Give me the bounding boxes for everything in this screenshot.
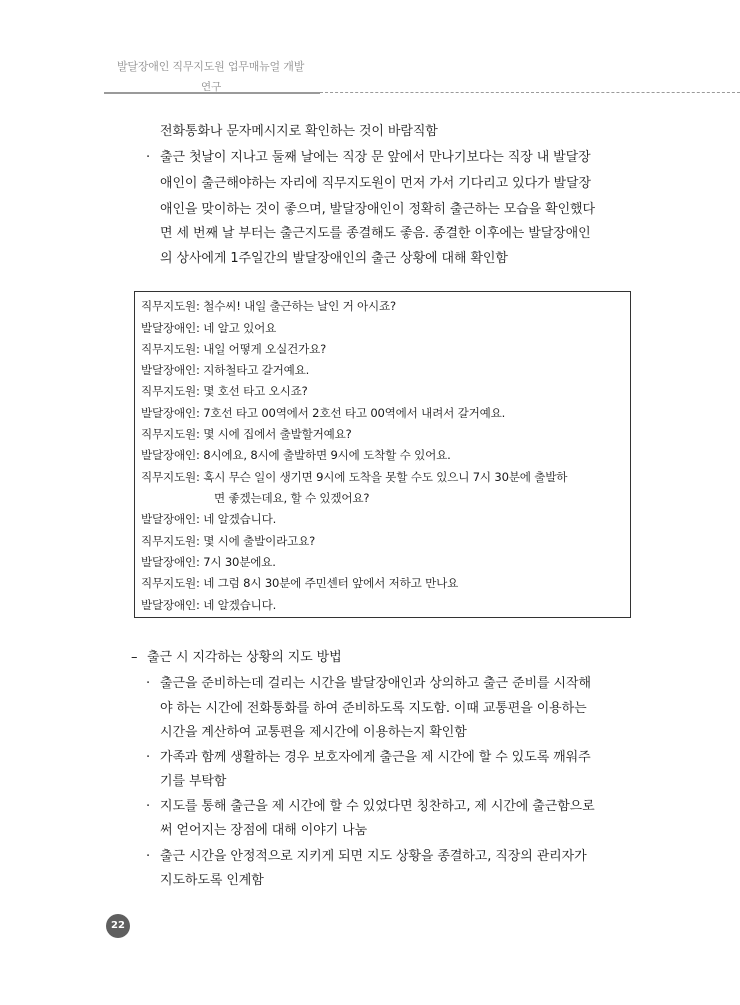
dialogue-line: 직무지도원: 몇 호선 타고 오시죠? [141,384,308,398]
dialogue-line: 발달장애인: 7호선 타고 00역에서 2호선 타고 00역에서 내려서 갈거예요. [141,406,506,420]
paragraph-line: 써 얻어지는 장점에 대해 이야기 나눔 [160,823,368,838]
header-rule-dashed [320,92,740,93]
dialogue-line: 발달장애인: 지하철타고 갈거예요. [141,363,310,377]
dialogue-line: 직무지도원: 혹시 무슨 일이 생기면 9시에 도착을 못할 수도 있으니 7시 30분에 출발하 [141,470,568,484]
paragraph-line: 지도하도록 인계함 [160,873,264,888]
dialogue-line: 직무지도원: 내일 어떻게 오실건가요? [141,342,327,356]
dialogue-line: 직무지도원: 철수씨! 내일 출근하는 날인 거 아시죠? [141,299,397,313]
dialogue-line: 발달장애인: 네 알고 있어요 [141,321,277,335]
paragraph-line: 출근 첫날이 지나고 둘째 날에는 직장 문 앞에서 만나기보다는 직장 내 발달장 [160,150,591,165]
running-header-title: 발달장애인 직무지도원 업무매뉴얼 개발 [117,60,305,73]
section-heading: 출근 시 지각하는 상황의 지도 방법 [147,650,342,665]
bullet-marker: · [146,676,151,691]
paragraph-line: 지도를 통해 출근을 제 시간에 할 수 있었다면 칭찬하고, 제 시간에 출근함으로 [160,799,595,814]
header-rule-solid [104,92,320,94]
dialogue-line-continued: 면 좋겠는데요, 할 수 있겠어요? [214,491,370,505]
dialogue-line: 직무지도원: 몇 시에 출발이라고요? [141,534,316,548]
dialogue-line: 발달장애인: 네 알겠습니다. [141,512,277,526]
bullet-marker: · [146,849,151,864]
paragraph-line: 가족과 함께 생활하는 경우 보호자에게 출근을 제 시간에 할 수 있도록 깨워주 [160,750,591,765]
paragraph-line: 애인이 출근해야하는 자리에 직무지도원이 먼저 가서 기다리고 있다가 발달장 [160,176,591,191]
paragraph-line: 야 하는 시간에 전화통화를 하여 준비하도록 지도함. 이때 교통편을 이용하는 [160,701,587,716]
paragraph-line: 애인을 맞이하는 것이 좋으며, 발달장애인이 정확히 출근하는 모습을 확인했다 [160,202,595,217]
dialogue-line: 발달장애인: 8시에요, 8시에 출발하면 9시에 도착할 수 있어요. [141,448,451,462]
bullet-marker: · [146,750,151,765]
section-dash-marker: – [131,650,138,665]
paragraph-line: 기를 부탁함 [160,774,227,789]
bullet-marker: · [146,799,151,814]
page-number-badge: 22 [106,914,130,938]
paragraph-line: 시간을 계산하여 교통편을 제시간에 이용하는지 확인함 [160,725,467,740]
dialogue-line: 발달장애인: 네 알겠습니다. [141,598,277,612]
paragraph-line: 면 세 번째 날 부터는 출근지도를 종결해도 좋음. 종결한 이후에는 발달장애인 [160,226,591,241]
running-header-subtitle: 연구 [201,81,222,93]
paragraph-line: 출근을 준비하는데 걸리는 시간을 발달장애인과 상의하고 출근 준비를 시작해 [160,676,591,691]
paragraph-line: 의 상사에게 1주일간의 발달장애인의 출근 상황에 대해 확인함 [160,251,508,266]
dialogue-line: 발달장애인: 7시 30분에요. [141,555,276,569]
intro-line: 전화통화나 문자메시지로 확인하는 것이 바람직함 [160,124,438,139]
dialogue-line: 직무지도원: 몇 시에 집에서 출발할거예요? [141,427,352,441]
paragraph-line: 출근 시간을 안정적으로 지키게 되면 지도 상황을 종결하고, 직장의 관리자가 [160,849,587,864]
bullet-marker: · [146,150,151,165]
dialogue-line: 직무지도원: 네 그럼 8시 30분에 주민센터 앞에서 저하고 만나요 [141,576,459,590]
